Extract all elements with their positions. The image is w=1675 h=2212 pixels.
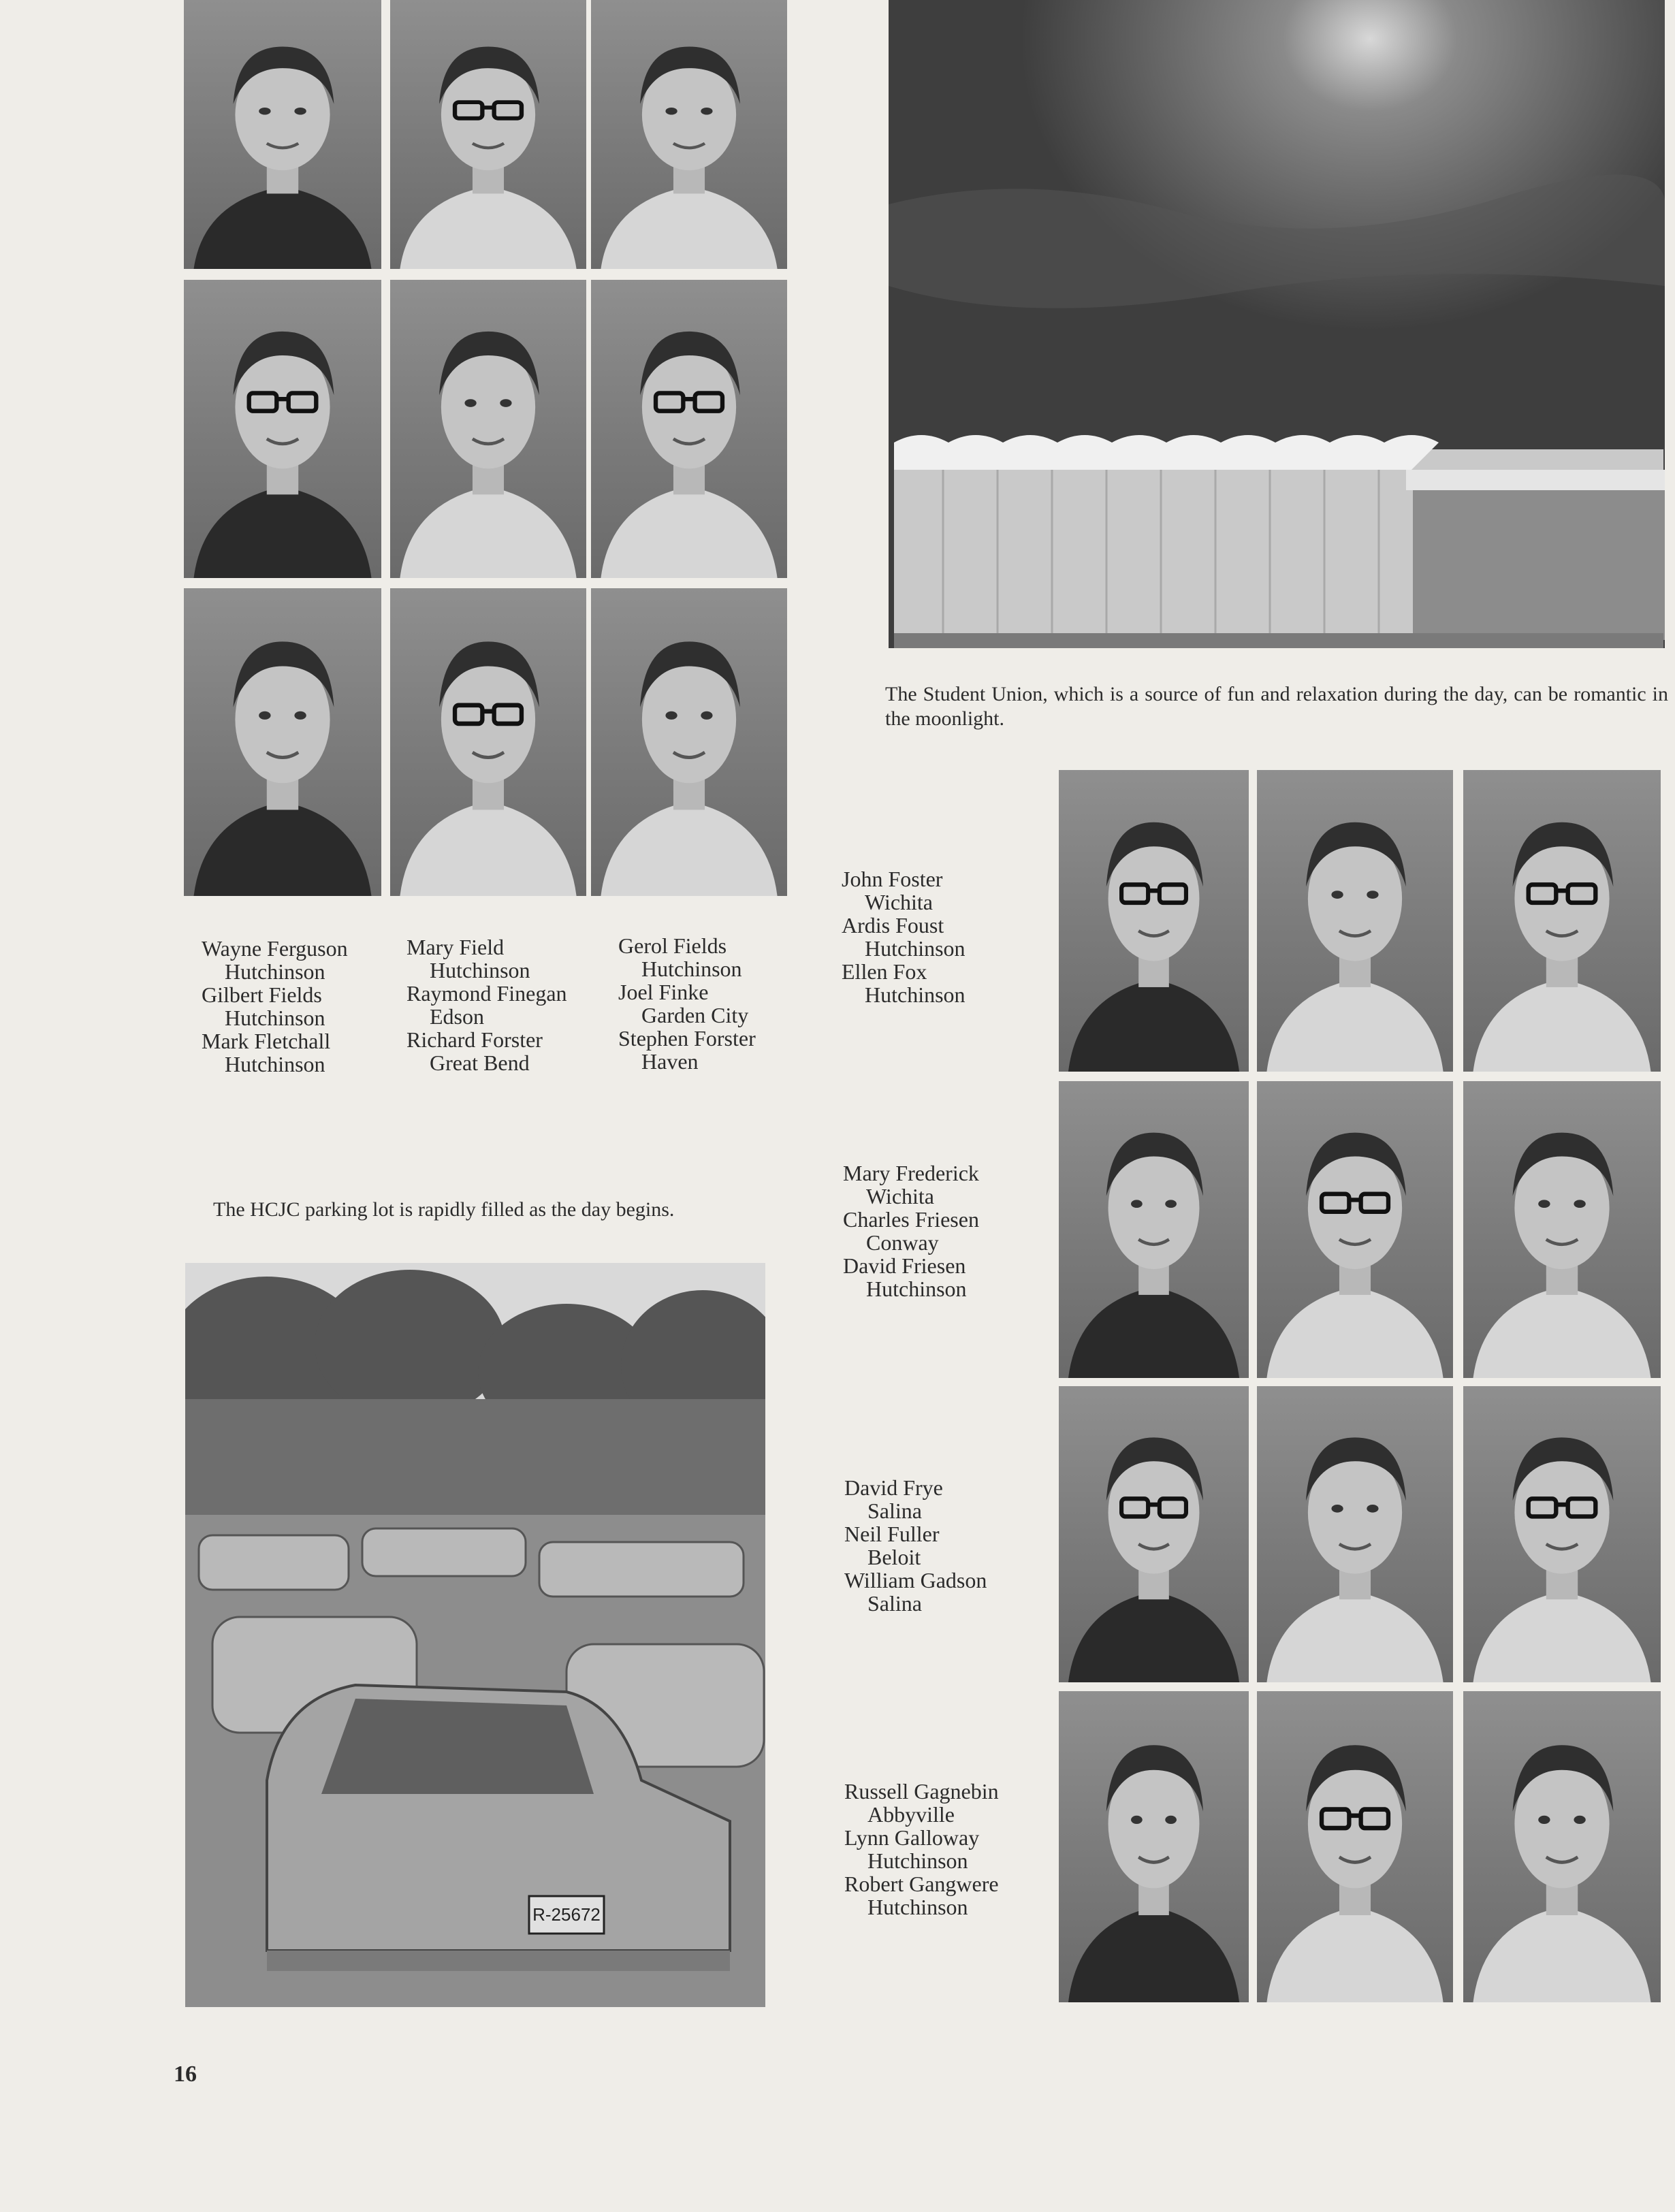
left-names-col-3 <box>618 934 756 1073</box>
student-name: William Gadson <box>844 1568 987 1592</box>
student-city: Salina <box>867 1498 922 1523</box>
student-portrait <box>1257 770 1453 1072</box>
student-city: Hutchinson <box>641 957 742 981</box>
student-city: Hutchinson <box>225 959 325 984</box>
student-city: Abbyville <box>867 1802 955 1827</box>
student-portrait <box>591 280 787 578</box>
student-name: Lynn Galloway <box>844 1825 980 1850</box>
student-city: Garden City <box>641 1003 749 1027</box>
student-portrait <box>390 588 586 896</box>
right-names-row-4 <box>844 1780 999 1919</box>
student-name: Charles Friesen <box>843 1207 979 1232</box>
student-name: Ellen Fox <box>842 959 927 984</box>
student-portrait <box>184 280 381 578</box>
student-name: Ardis Foust <box>842 913 944 937</box>
student-portrait <box>1463 1081 1661 1378</box>
student-city: Hutchinson <box>866 1277 967 1301</box>
student-city: Haven <box>641 1049 699 1074</box>
student-city: Hutchinson <box>225 1052 325 1076</box>
student-city: Wichita <box>866 1184 934 1208</box>
student-city: Conway <box>866 1230 939 1255</box>
student-portrait <box>1257 1691 1453 2002</box>
student-city: Hutchinson <box>867 1848 968 1873</box>
student-portrait <box>1257 1386 1453 1682</box>
student-portrait <box>1257 1081 1453 1378</box>
student-name: Raymond Finegan <box>406 981 567 1006</box>
parking-caption: The HCJC parking lot is rapidly filled as the day begins. <box>213 1198 675 1221</box>
student-city: Hutchinson <box>865 936 966 961</box>
student-portrait <box>1463 770 1661 1072</box>
student-name: Gilbert Fields <box>202 982 322 1007</box>
student-name: John Foster <box>842 867 943 891</box>
student-city: Hutchinson <box>430 958 530 982</box>
student-name: David Friesen <box>843 1253 966 1278</box>
student-name: Joel Finke <box>618 980 709 1004</box>
student-name: Mark Fletchall <box>202 1029 331 1053</box>
right-names-row-3 <box>844 1476 987 1615</box>
right-names-row-2 <box>843 1161 979 1300</box>
student-name: Neil Fuller <box>844 1522 940 1546</box>
student-city: Hutchinson <box>865 982 966 1007</box>
student-name: Richard Forster <box>406 1027 543 1052</box>
student-name: Stephen Forster <box>618 1026 756 1051</box>
student-portrait <box>1463 1691 1661 2002</box>
student-name: Robert Gangwere <box>844 1872 999 1896</box>
student-city: Great Bend <box>430 1051 530 1075</box>
student-name: Wayne Ferguson <box>202 936 348 961</box>
student-portrait <box>1059 1081 1249 1378</box>
left-names-col-2 <box>406 935 567 1074</box>
union-caption: The Student Union, which is a source of fun and relaxation during the day, can be romantic in the moonlight. <box>885 683 1668 730</box>
student-portrait <box>390 0 586 269</box>
student-city: Salina <box>867 1591 922 1616</box>
student-city: Hutchinson <box>225 1006 325 1030</box>
right-names-row-1 <box>842 867 966 1006</box>
student-portrait <box>591 0 787 269</box>
parking-lot-photo <box>185 1263 765 2007</box>
page-number: 16 <box>174 2062 197 2087</box>
student-name: Mary Field <box>406 935 505 959</box>
student-portrait <box>184 588 381 896</box>
student-portrait <box>1059 1386 1249 1682</box>
student-name: Russell Gagnebin <box>844 1779 999 1804</box>
student-portrait <box>1059 1691 1249 2002</box>
student-portrait <box>184 0 381 269</box>
student-name: David Frye <box>844 1475 943 1500</box>
student-portrait <box>591 588 787 896</box>
left-names-col-1 <box>202 937 348 1076</box>
license-plate: R-25672 <box>532 1904 601 1925</box>
student-city: Wichita <box>865 890 933 914</box>
student-name: Gerol Fields <box>618 933 727 958</box>
student-city: Edson <box>430 1004 484 1029</box>
student-name: Mary Frederick <box>843 1161 979 1185</box>
student-portrait <box>390 280 586 578</box>
student-city: Beloit <box>867 1545 921 1569</box>
student-city: Hutchinson <box>867 1895 968 1919</box>
student-union-photo <box>889 0 1665 648</box>
student-portrait <box>1463 1386 1661 1682</box>
student-portrait <box>1059 770 1249 1072</box>
